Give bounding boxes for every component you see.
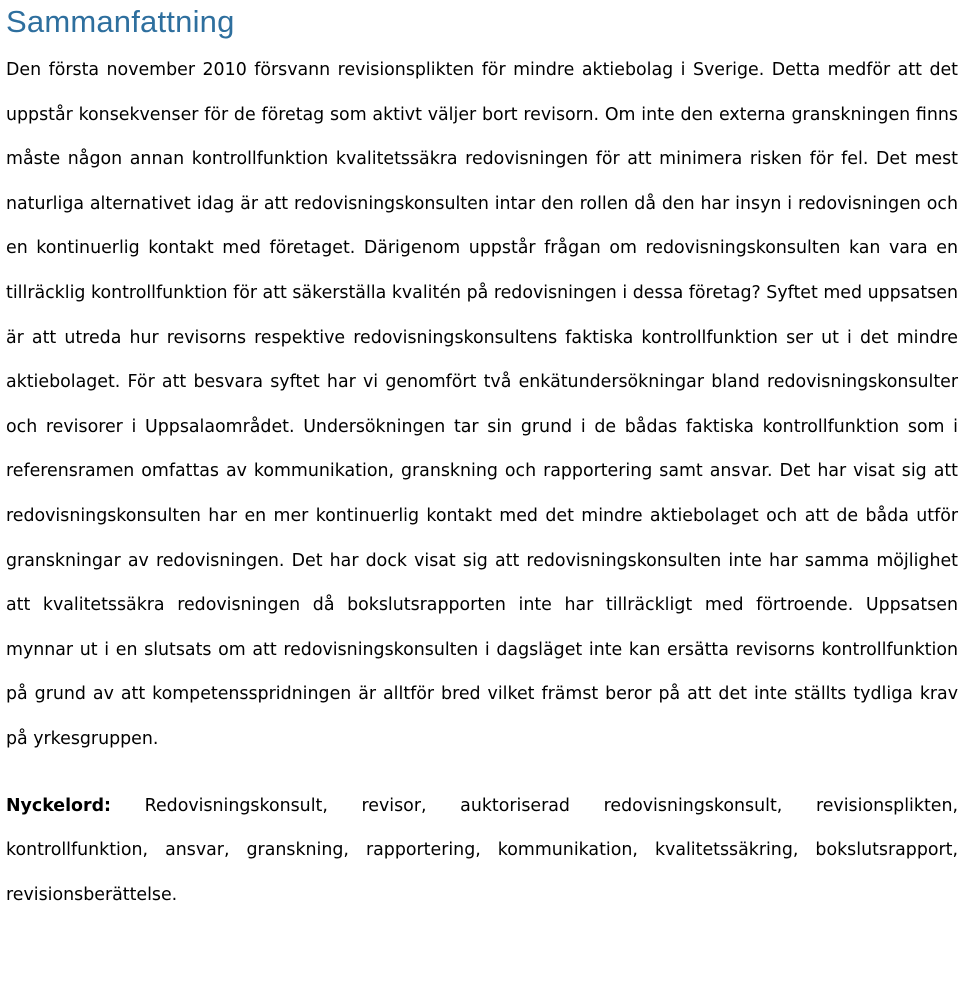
keywords-list: Redovisningskonsult, revisor, auktoriserad redovisningskonsult, revisionsplikten, kontrollfunktion, ansvar, granskning, rapportering, kommunikation, kvalitetssäkring, bokslutsrapport, revisionsberättelse. (6, 795, 959, 905)
keywords-paragraph (6, 784, 958, 918)
abstract-paragraph: Den första november 2010 försvann revisionsplikten för mindre aktiebolag i Sverige. Detta medför att det uppstår konsekvenser för de företag som aktivt väljer bort revisorn. Om inte den externa granskningen finns måste någon annan kontrollfunktion kvalitetssäkra redovisningen för att minimera risken för fel. Det mest naturliga alternativet idag är att redovisningskonsulten intar den rollen då den har insyn i redovisningen och en kontinuerlig kontakt med företaget. Därigenom uppstår frågan om redovisningskonsulten kan vara en tillräcklig kontrollfunktion för att säkerställa kvalitén på redovisningen i dessa företag? Syftet med uppsatsen är att utreda hur revisorns respektive redovisningskonsultens faktiska kontrollfunktion ser ut i det mindre aktiebolaget. För att besvara syftet har vi genomfört två enkätundersökningar bland redovisningskonsulter och revisorer i Uppsalaområdet. Undersökningen tar sin grund i de bådas faktiska kontrollfunktion som i referensramen omfattas av kommunikation, granskning och rapportering samt ansvar. Det har visat sig att redovisningskonsulten har en mer kontinuerlig kontakt med det mindre aktiebolaget och att de båda utför granskningar av redovisningen. Det har dock visat sig att redovisningskonsulten inte har samma möjlighet att kvalitetssäkra redovisningen då bokslutsrapporten inte har tillräckligt med förtroende. Uppsatsen mynnar ut i en slutsats om att redovisningskonsulten i dagsläget inte kan ersätta revisorns kontrollfunktion på grund av att kompetensspridningen är alltför bred vilket främst beror på att det inte ställts tydliga krav på yrkesgruppen. (6, 60, 958, 749)
document-page (6, 0, 958, 917)
section-heading: Sammanfattning (6, 4, 235, 39)
keywords-label: Nyckelord: (6, 795, 111, 816)
